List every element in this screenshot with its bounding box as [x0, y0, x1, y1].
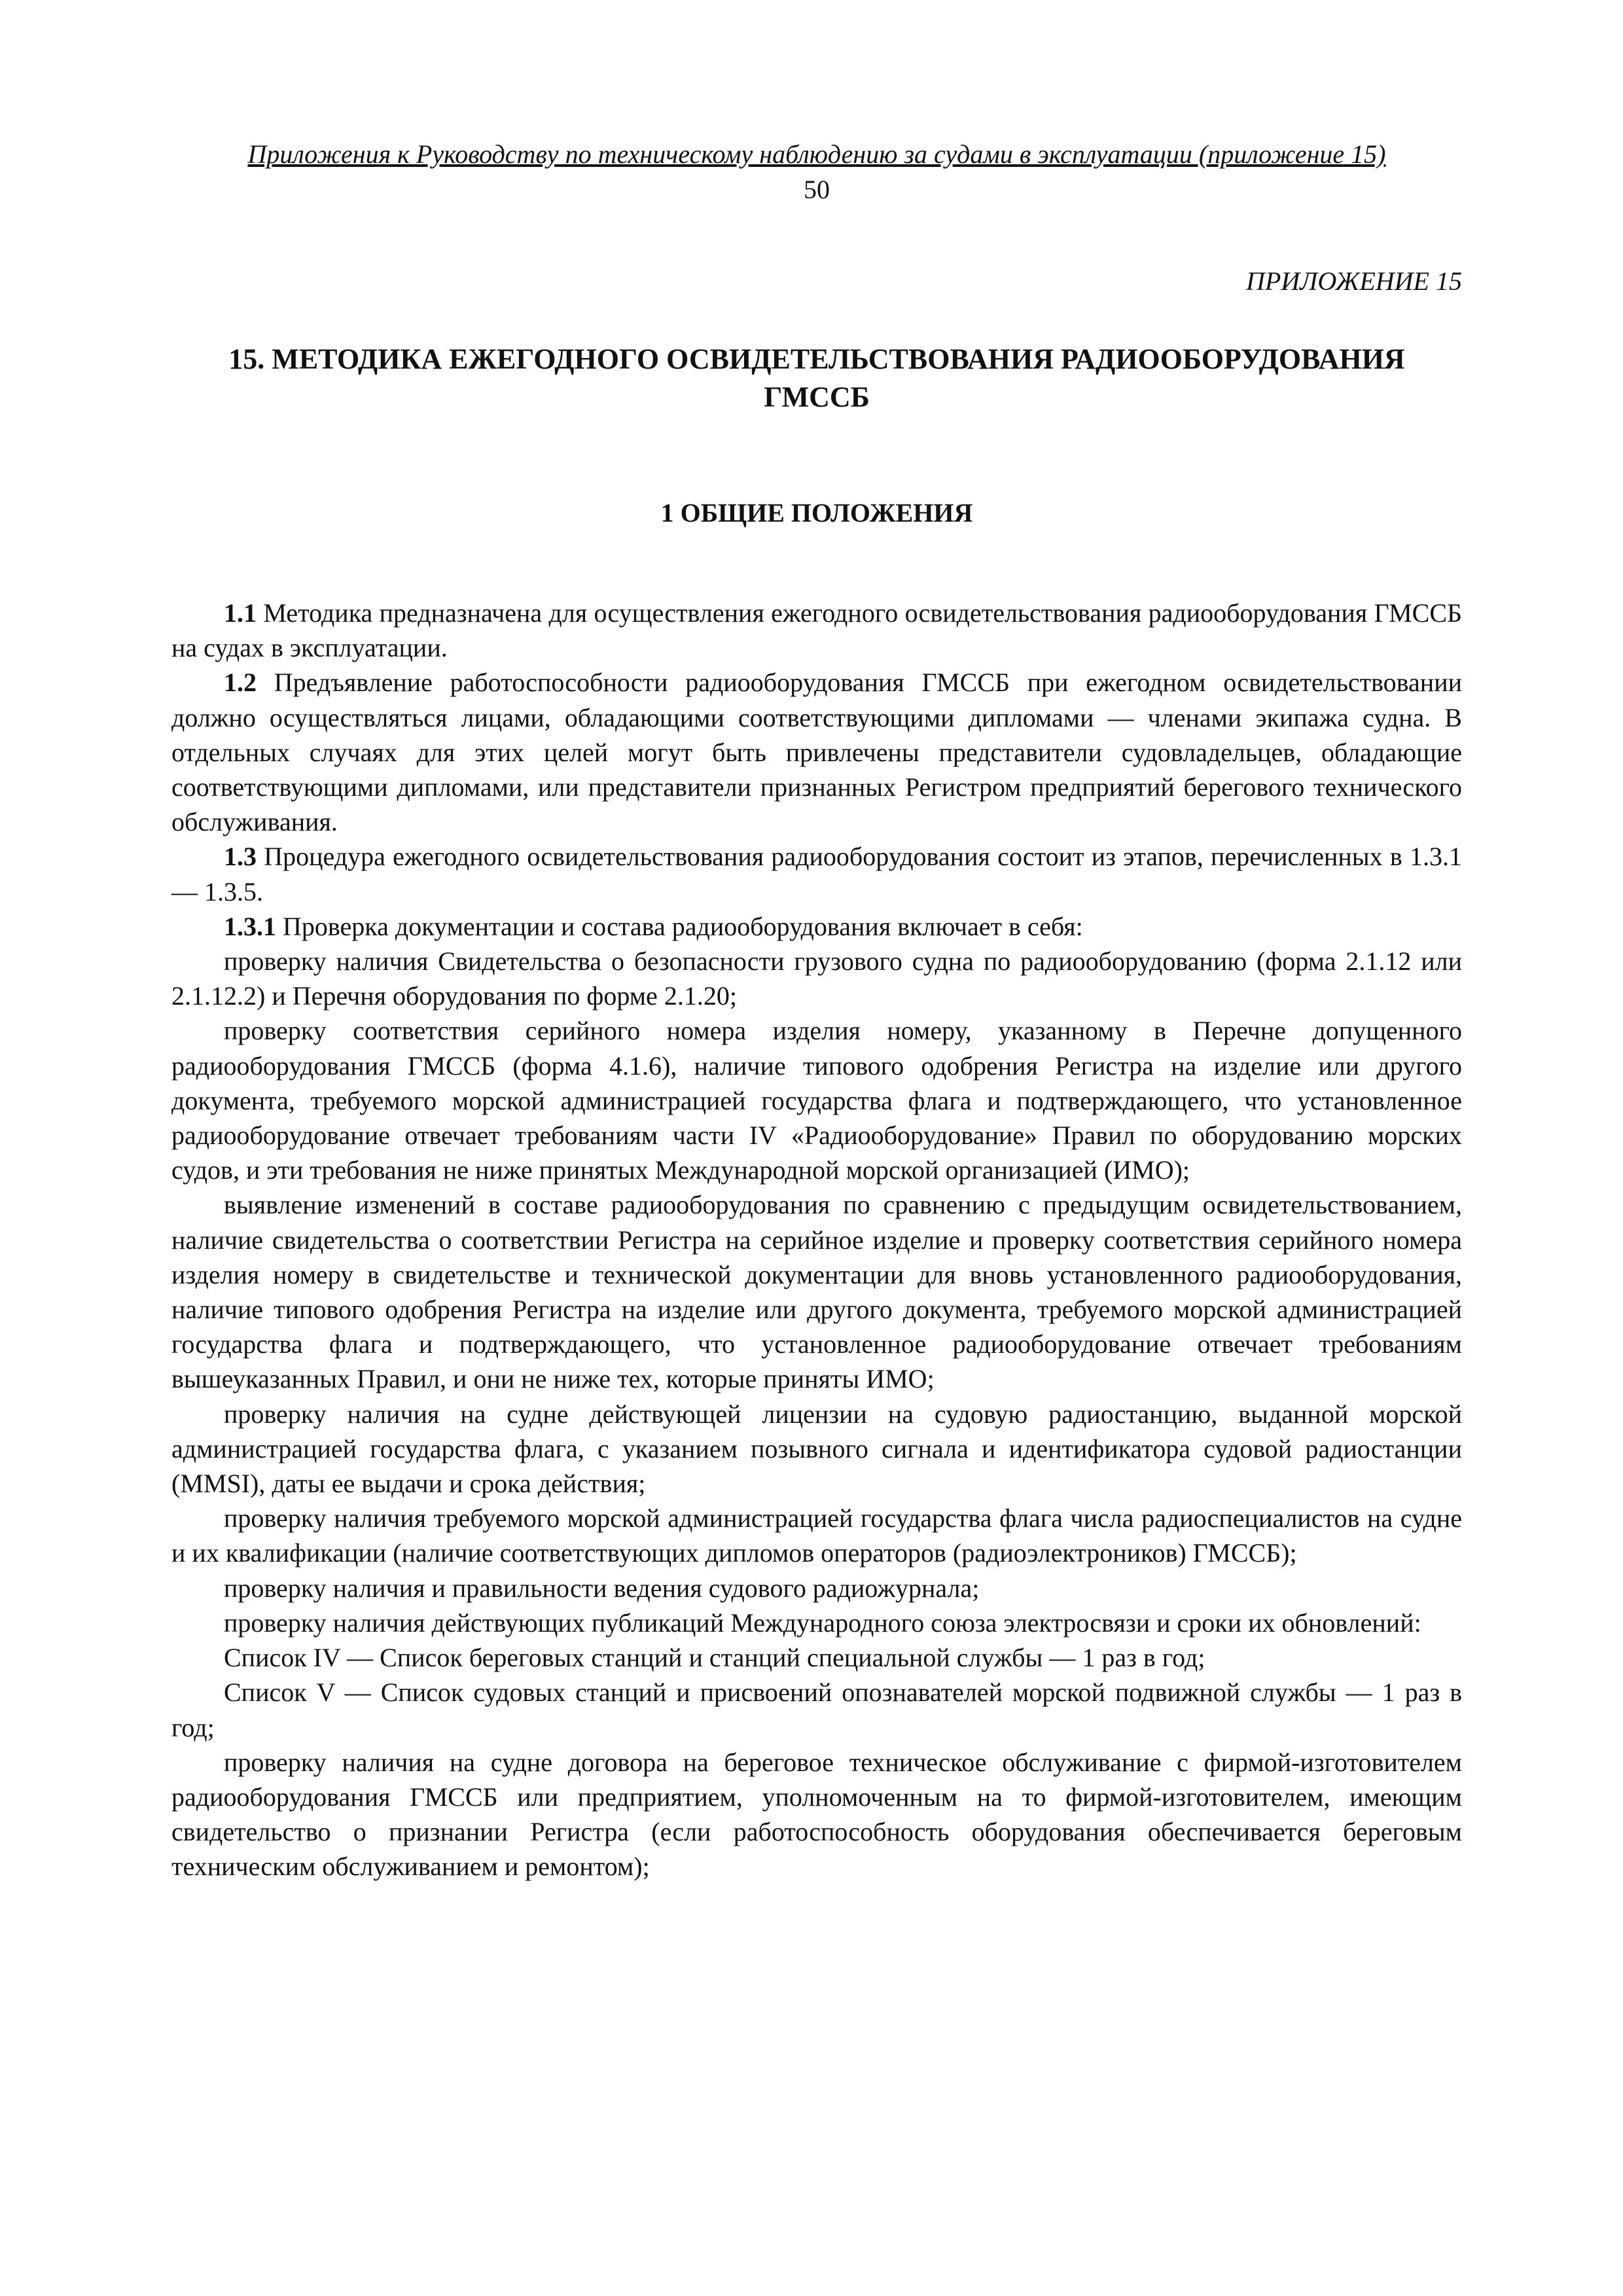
document-title-line-1: 15. МЕТОДИКА ЕЖЕГОДНОГО ОСВИДЕТЕЛЬСТВОВАНИЯ РАДИООБОРУДОВАНИЯ: [228, 343, 1405, 375]
list-item: [171, 1501, 1462, 1570]
paragraph-text: Список IV — Список береговых станций и станций специальной службы — 1 раз в год;: [224, 1643, 1205, 1673]
paragraph-text: проверку наличия действующих публикаций Международного союза электросвязи и сроки их обновлений:: [224, 1607, 1421, 1638]
paragraph: [171, 596, 1462, 665]
list-item: [171, 1187, 1462, 1396]
list-item: [171, 1605, 1462, 1640]
list-item: [171, 1571, 1462, 1605]
paragraph: [171, 665, 1462, 839]
paragraph-text: Предъявление работоспособности радиооборудования ГМССБ при ежегодном освидетельствовании должно осуществляться лицами, обладающими соответствующими дипломами — членами экипажа судна. В отдельных случаях для этих целей могут быть привлечены представители судовладельцев, обладающие соответствующими дипломами, или представители признанных Регистром предприятий берегового технического обслуживания.: [171, 668, 1462, 837]
document-title: [171, 340, 1462, 416]
section-title: 1 ОБЩИЕ ПОЛОЖЕНИЯ: [660, 498, 973, 528]
clause-number: 1.1: [224, 598, 257, 628]
list-item: [171, 1397, 1462, 1501]
paragraph-text: Список V — Список судовых станций и присвоений опознавателей морской подвижной службы — 1 раз в год;: [171, 1677, 1462, 1742]
paragraph: [171, 909, 1462, 944]
list-item: [171, 1745, 1462, 1884]
paragraph-text: проверку наличия Свидетельства о безопасности грузового судна по радиооборудованию (форма 2.1.12 или 2.1.12.2) и Перечня оборудования по форме 2.1.20;: [171, 946, 1462, 1011]
document-body: [171, 596, 1462, 1884]
list-item: [171, 944, 1462, 1013]
page-number: 50: [804, 175, 830, 204]
paragraph-text: выявление изменений в составе радиооборудования по сравнению с предыдущим освидетельствованием, наличие свидетельства о соответствии Регистра на серийное изделие и проверку соответствия серийного номера изделия номеру в свидетельстве и технической документации для вновь установленного радиооборудования, наличие типового одобрения Регистра на изделие или другого документа, требуемого морской администрацией государства флага и подтверждающего, что установленное радиооборудование отвечает требованиям вышеуказанных Правил, и они не ниже тех, которые приняты ИМО;: [171, 1190, 1462, 1394]
paragraph-text: проверку наличия требуемого морской администрацией государства флага числа радиоспециалистов на судне и их квалификации (наличие соответствующих дипломов операторов (радиоэлектроников) ГМССБ);: [171, 1503, 1462, 1568]
paragraph-text: проверку наличия на судне договора на береговое техническое обслуживание с фирмой-изготовителем радиооборудования ГМССБ или предприятием, уполномоченным на то фирмой-изготовителем, имеющим свидетельство о признании Регистра (если работоспособность оборудования обеспечивается береговым техническим обслуживанием и ремонтом);: [171, 1747, 1462, 1882]
running-header: Приложения к Руководству по техническому наблюдению за судами в эксплуатации (приложение 15): [247, 139, 1386, 169]
clause-number: 1.2: [224, 668, 257, 698]
paragraph-text: Методика предназначена для осуществления ежегодного освидетельствования радиооборудования ГМССБ на судах в эксплуатации.: [171, 598, 1462, 663]
document-page: [171, 139, 1462, 1884]
appendix-label: ПРИЛОЖЕНИЕ 15: [1246, 266, 1462, 296]
clause-number: 1.3: [224, 842, 257, 872]
clause-number: 1.3.1: [224, 911, 276, 941]
paragraph: [171, 839, 1462, 908]
paragraph-text: проверку наличия и правильности ведения судового радиожурнала;: [224, 1573, 980, 1603]
paragraph-text: проверку наличия на судне действующей лицензии на судовую радиостанцию, выданной морской администрацией государства флага, с указанием позывного сигнала и идентификатора судовой радиостанции (MMSI), даты ее выдачи и срока действия;: [171, 1399, 1462, 1499]
list-item: [171, 1640, 1462, 1675]
document-title-line-2: ГМССБ: [764, 381, 870, 413]
paragraph-text: проверку соответствия серийного номера изделия номеру, указанному в Перечне допущенного радиооборудования ГМССБ (форма 4.1.6), наличие типового одобрения Регистра на изделие или другого документа, требуемого морской администрацией государства флага и подтверждающего, что установленное радиооборудование отвечает требованиям части IV «Радиооборудование» Правил по оборудованию морских судов, и эти требования не ниже принятых Международной морской организацией (ИМО);: [171, 1016, 1462, 1185]
paragraph-text: Проверка документации и состава радиооборудования включает в себя:: [276, 911, 1083, 941]
list-item: [171, 1013, 1462, 1187]
list-item: [171, 1675, 1462, 1744]
paragraph-text: Процедура ежегодного освидетельствования радиооборудования состоит из этапов, перечисленных в 1.3.1 — 1.3.5.: [171, 842, 1462, 906]
